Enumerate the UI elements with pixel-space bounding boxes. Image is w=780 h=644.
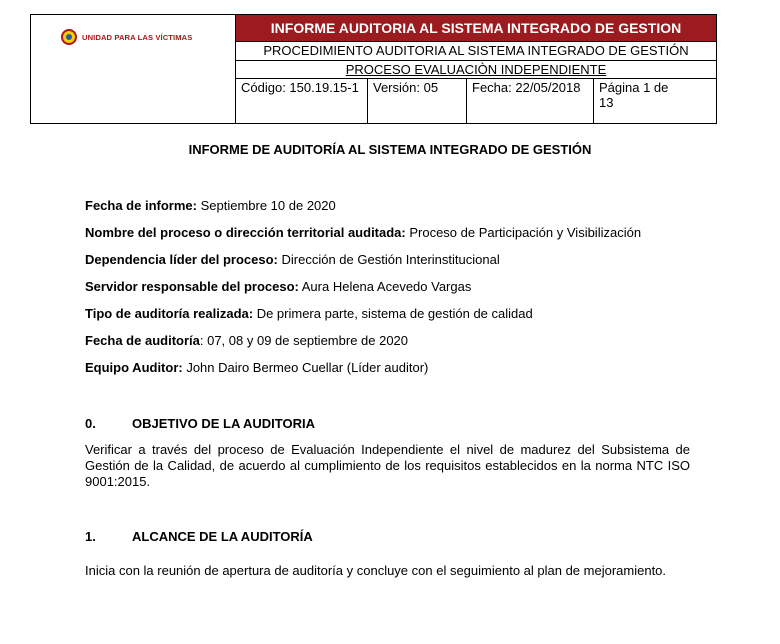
page-number-line2: 13 [599, 95, 614, 110]
field-label: Nombre del proceso o dirección territorial auditada: [85, 225, 406, 240]
field-value: Septiembre 10 de 2020 [196, 198, 336, 213]
page-number [594, 79, 714, 123]
field-report-date [85, 198, 336, 213]
organization-logo [61, 29, 192, 45]
document-header-table [30, 14, 717, 124]
document-meta-row [236, 78, 716, 123]
field-audit-team [85, 360, 428, 375]
section-text-scope: Inicia con la reunión de apertura de auditoría y concluye con el seguimiento al plan de mejoramiento. [85, 563, 667, 578]
report-title: INFORME DE AUDITORÍA AL SISTEMA INTEGRADO DE GESTIÓN [188, 142, 592, 157]
field-value: Proceso de Participación y Visibilización [405, 225, 642, 240]
section-number: 1. [85, 529, 96, 544]
field-value: Dirección de Gestión Interinstitucional [277, 252, 500, 267]
field-audit-date [85, 333, 408, 348]
field-label: Tipo de auditoría realizada: [85, 306, 254, 321]
report-title-banner: INFORME AUDITORIA AL SISTEMA INTEGRADO DE GESTION [236, 15, 716, 41]
field-audit-type [85, 306, 533, 321]
field-label: Fecha de auditoría [85, 333, 200, 348]
logo-cell [31, 15, 236, 123]
document-version: Versión: 05 [368, 79, 467, 123]
document-code: Código: 150.19.15-1 [236, 79, 368, 123]
field-lead-department [85, 252, 500, 267]
field-label: Servidor responsable del proceso: [85, 279, 299, 294]
field-label: Fecha de informe: [85, 198, 197, 213]
field-value: : 07, 08 y 09 de septiembre de 2020 [199, 333, 409, 348]
section-heading-scope [85, 529, 313, 544]
section-text-objective: Verificar a través del proceso de Evaluación Independiente el nivel de madurez del Subsistema de Gestión de la Calidad, de acuerdo al cumplimiento de los requisitos establecidos en la norma NTC ISO 9001:2015. [85, 442, 690, 489]
field-process-name [85, 225, 641, 240]
field-label: Equipo Auditor: [85, 360, 183, 375]
section-number: 0. [85, 416, 96, 431]
field-value: Aura Helena Acevedo Vargas [298, 279, 472, 294]
procedure-name: PROCEDIMIENTO AUDITORIA AL SISTEMA INTEGRADO DE GESTIÓN [236, 41, 716, 61]
section-heading-objective [85, 416, 315, 431]
field-responsible-officer [85, 279, 471, 294]
document-date: Fecha: 22/05/2018 [467, 79, 594, 123]
section-title: ALCANCE DE LA AUDITORÍA [132, 529, 313, 544]
section-title: OBJETIVO DE LA AUDITORIA [132, 416, 315, 431]
field-label: Dependencia líder del proceso: [85, 252, 278, 267]
coat-of-arms-icon [61, 29, 77, 45]
field-value: John Dairo Bermeo Cuellar (Líder auditor) [182, 360, 429, 375]
logo-text: UNIDAD PARA LAS VÍCTIMAS [82, 32, 193, 42]
process-name: PROCESO EVALUACIÒN INDEPENDIENTE [345, 62, 607, 77]
page-number-line1: Página 1 de [599, 80, 669, 95]
field-value: De primera parte, sistema de gestión de calidad [253, 306, 533, 321]
